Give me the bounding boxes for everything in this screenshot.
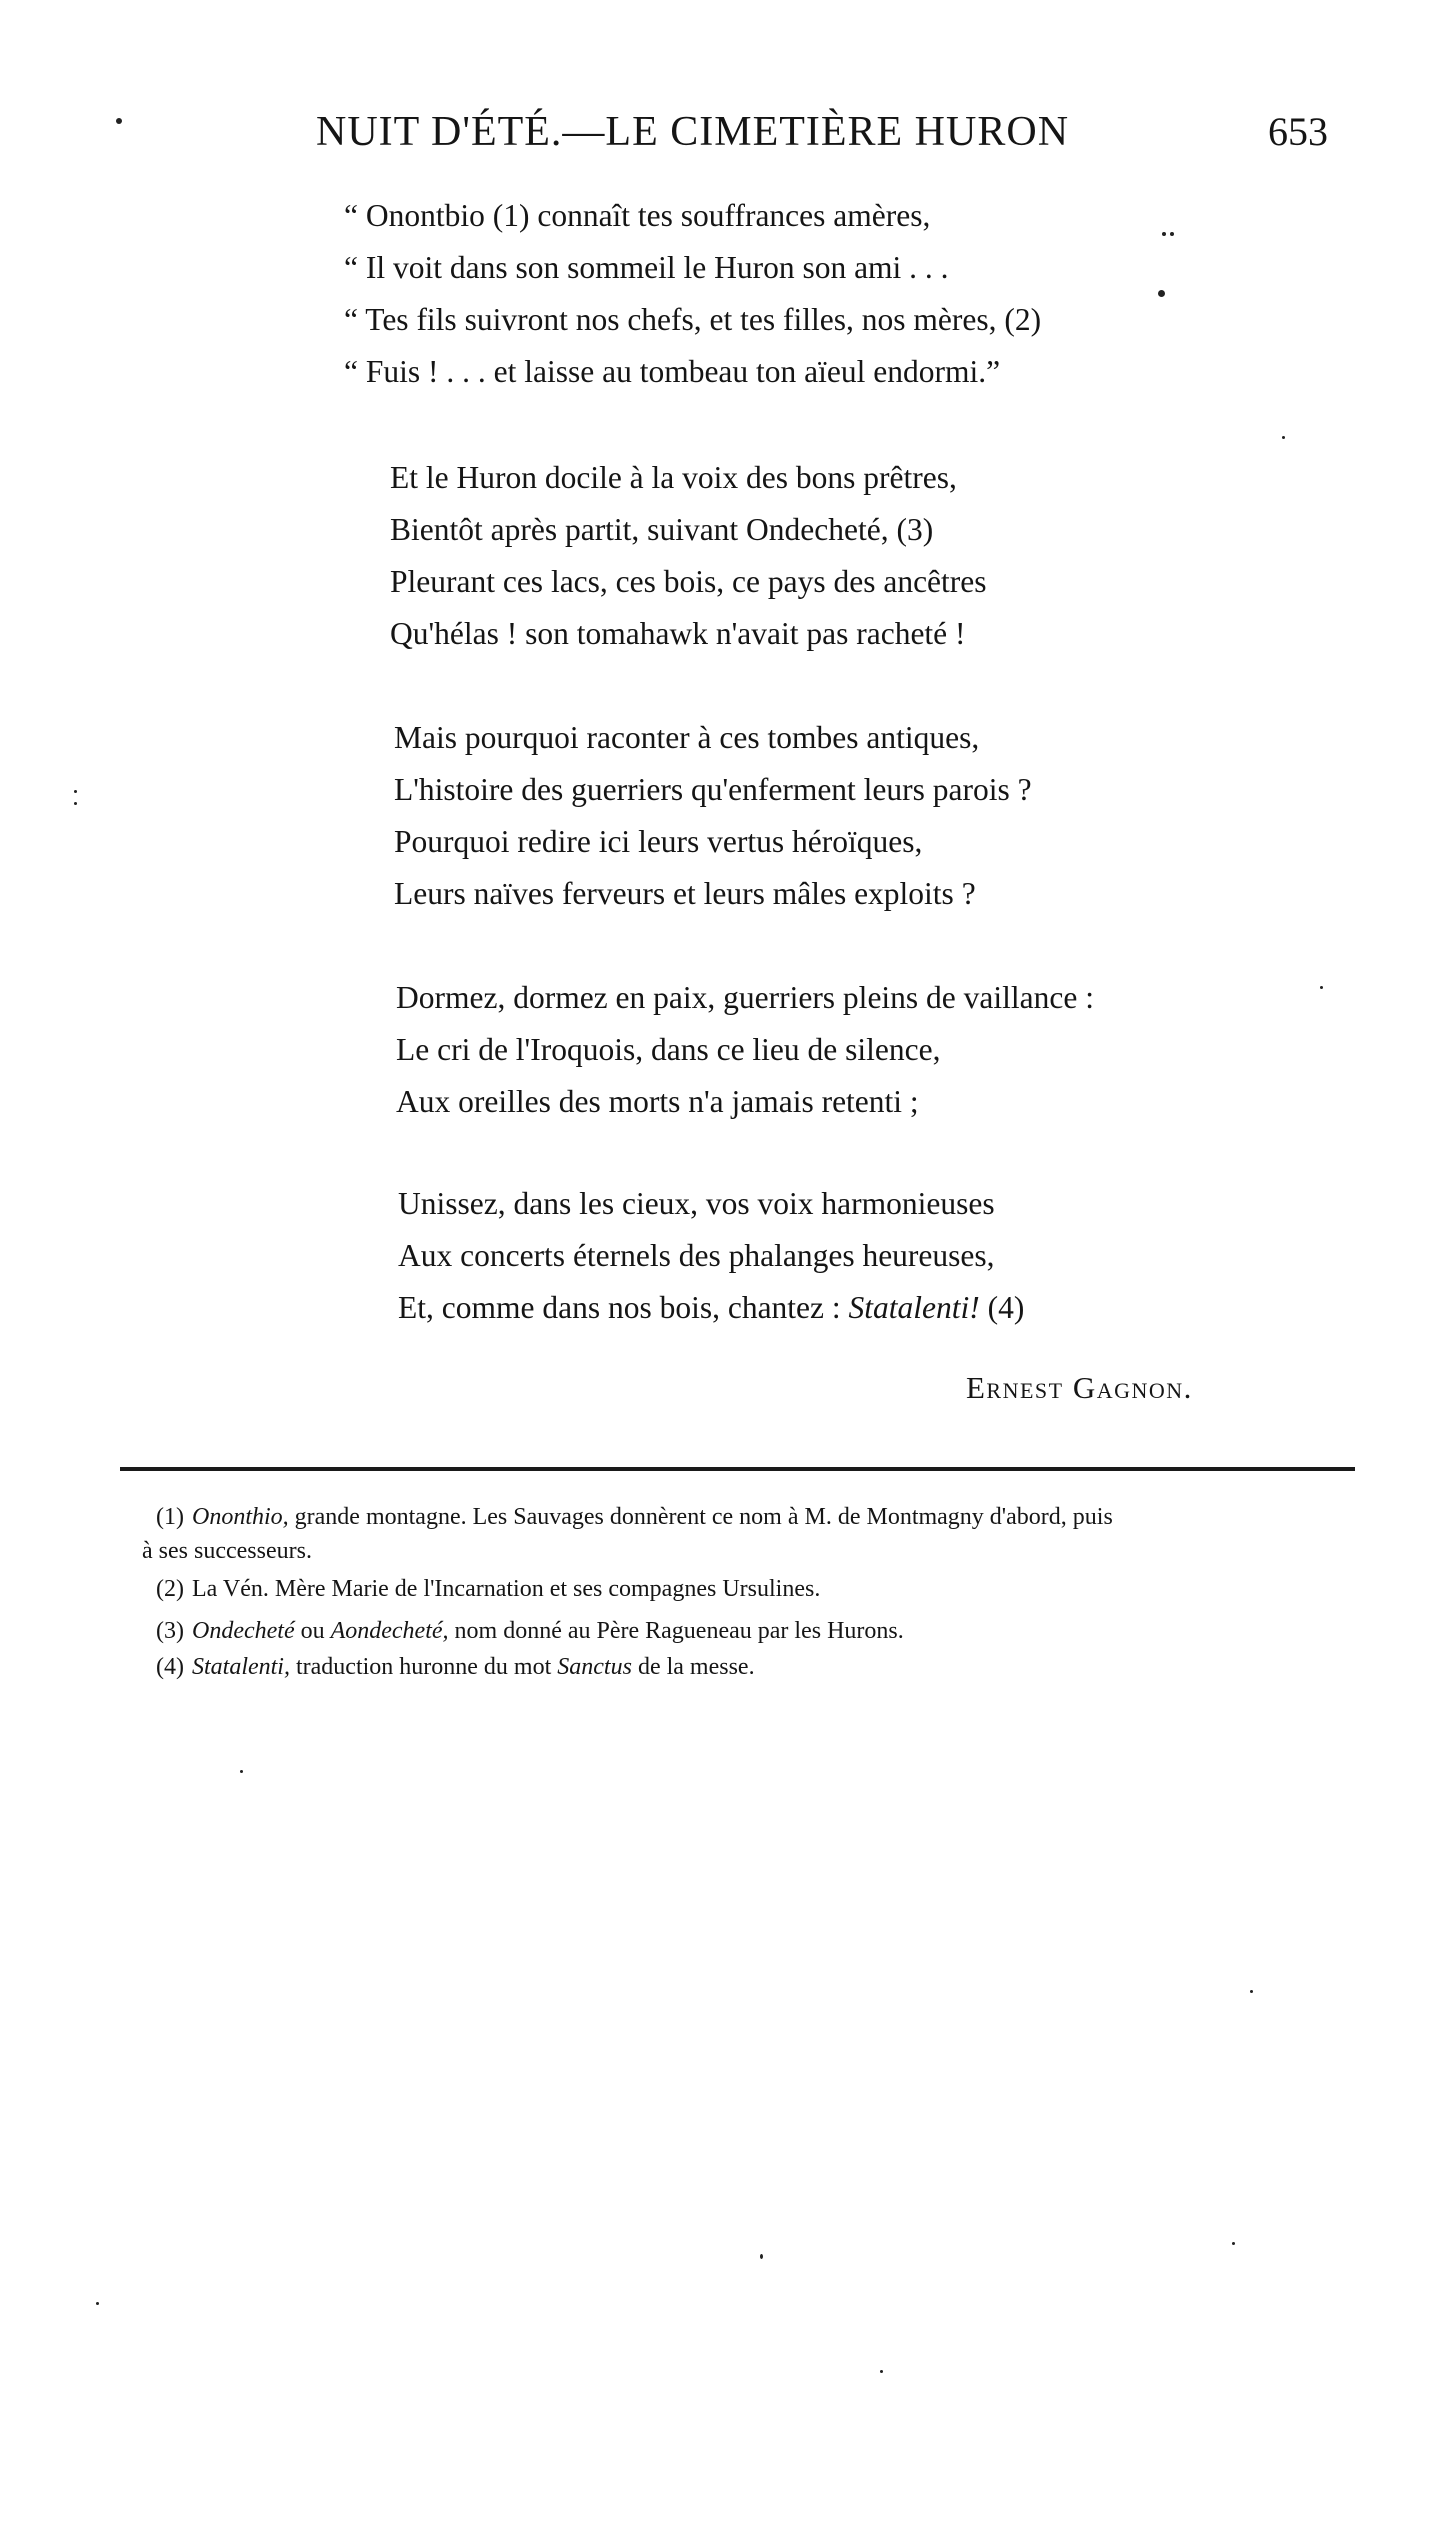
footnotes <box>142 1500 1356 1684</box>
verse-line: “ Tes fils suivront nos chefs, et tes filles, nos mères, (2) <box>344 302 1042 337</box>
running-head <box>0 108 1452 168</box>
footnote-4 <box>156 1650 1356 1684</box>
verse-line: Et le Huron docile à la voix des bons prêtres, <box>390 460 957 495</box>
verse-line: Dormez, dormez en paix, guerriers pleins de vaillance : <box>396 980 1094 1015</box>
verse-line: Mais pourquoi raconter à ces tombes antiques, <box>394 720 980 755</box>
scan-speck <box>1282 436 1285 439</box>
footnote-1 <box>142 1500 1356 1568</box>
page-number: 653 <box>1268 109 1328 154</box>
scan-speck <box>1170 232 1174 236</box>
verse-prefix: Et, comme dans nos bois, chantez : <box>398 1290 849 1325</box>
verse-line: “ Fuis ! . . . et laisse au tombeau ton aïeul endormi.” <box>344 354 1001 389</box>
footnote-text: grande montagne. Les Sauvages donnèrent ce nom à M. de Montmagny d'abord, puis <box>288 1504 1113 1530</box>
footnote-continuation: à ses successeurs. <box>142 1538 312 1564</box>
verse-line: “ Il voit dans son sommeil le Huron son ami . . . <box>344 250 949 285</box>
stanza-5 <box>398 1178 1024 1334</box>
stanza-4 <box>396 972 1094 1128</box>
verse-line: Aux oreilles des morts n'a jamais retenti ; <box>396 1084 919 1119</box>
footnote-2 <box>156 1572 1356 1606</box>
scan-speck <box>240 1770 243 1773</box>
scan-speck <box>1320 986 1323 989</box>
scan-speck <box>116 118 122 124</box>
footnote-mark: (4) <box>156 1654 184 1680</box>
stanza-1 <box>344 190 1041 398</box>
verse-line: Le cri de l'Iroquois, dans ce lieu de silence, <box>396 1032 941 1067</box>
footnote-mark: (1) <box>156 1504 184 1530</box>
verse-line: Qu'hélas ! son tomahawk n'avait pas racheté ! <box>390 616 966 651</box>
scan-speck <box>1232 2242 1235 2245</box>
footnote-3 <box>156 1614 1356 1648</box>
verse-line: “ Onontbio (1) connaît tes souffrances amères, <box>344 198 931 233</box>
verse-line: Pourquoi redire ici leurs vertus héroïques, <box>394 824 923 859</box>
verse-italic-word: Statalenti! <box>848 1290 980 1325</box>
scan-speck <box>74 790 77 793</box>
scan-speck <box>1158 290 1165 297</box>
footnote-term: Ononthio, <box>191 1504 289 1530</box>
stanza-2 <box>390 452 987 660</box>
stanza-3 <box>394 712 1032 920</box>
footnote-connector: ou <box>294 1618 331 1644</box>
footnote-term: Ondecheté <box>191 1618 295 1644</box>
footnote-text: La Vén. Mère Marie de l'Incarnation et ses compagnes Ursulines. <box>191 1576 821 1602</box>
scan-speck <box>880 2370 883 2373</box>
footnote-mark: (2) <box>156 1576 184 1602</box>
scan-speck <box>760 2254 763 2259</box>
footnote-mark: (3) <box>156 1618 184 1644</box>
footnote-rule <box>120 1467 1355 1471</box>
author-signature: Ernest Gagnon. <box>966 1370 1193 1405</box>
footnote-term-alt: Aondecheté, <box>330 1618 449 1644</box>
verse-note-ref: (4) <box>979 1290 1025 1325</box>
verse-line-final <box>398 1282 1024 1334</box>
scan-speck <box>1162 232 1166 236</box>
verse-line: L'histoire des guerriers qu'enferment leurs parois ? <box>394 772 1032 807</box>
scan-speck <box>96 2302 99 2305</box>
scan-speck <box>1250 1990 1253 1993</box>
footnote-term-alt: Sanctus <box>557 1654 632 1680</box>
verse-line: Aux concerts éternels des phalanges heureuses, <box>398 1238 995 1273</box>
scan-speck <box>74 802 77 805</box>
footnote-term: Statalenti, <box>191 1654 290 1680</box>
footnote-text: de la messe. <box>631 1654 755 1680</box>
running-title: NUIT D'ÉTÉ.—LE CIMETIÈRE HURON <box>316 109 1070 155</box>
verse-line: Leurs naïves ferveurs et leurs mâles exploits ? <box>394 876 976 911</box>
footnote-text: nom donné au Père Ragueneau par les Hurons. <box>448 1618 904 1644</box>
verse-line: Unissez, dans les cieux, vos voix harmonieuses <box>398 1186 995 1221</box>
verse-line: Bientôt après partit, suivant Ondecheté, (3) <box>390 512 934 547</box>
footnote-connector: traduction huronne du mot <box>289 1654 558 1680</box>
verse-line: Pleurant ces lacs, ces bois, ce pays des ancêtres <box>390 564 987 599</box>
